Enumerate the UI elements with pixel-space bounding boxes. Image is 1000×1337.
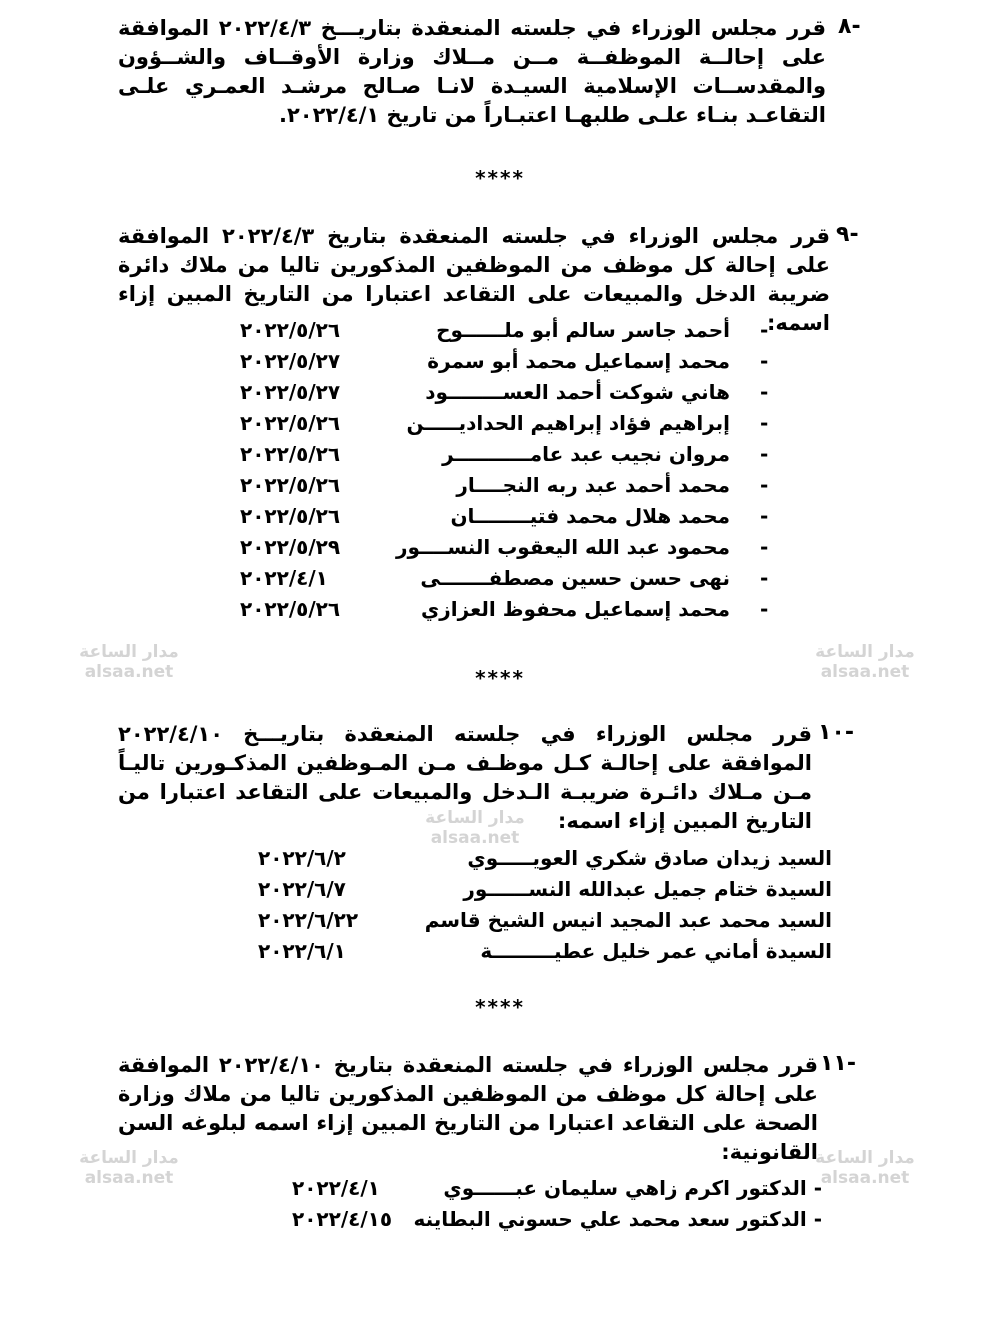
list-item-date: ٢٠٢٢/٥/٢٧: [240, 380, 341, 404]
list-item-dash: -: [760, 504, 769, 528]
list-item-dash: -: [760, 597, 769, 621]
list-item-dash: -: [760, 473, 769, 497]
list-item-dash: -: [760, 349, 769, 373]
list-item-dash: -: [760, 380, 769, 404]
watermark-left-2: مدار الساعة alsaa.net: [79, 1148, 179, 1188]
list-item-name: نهى حسن حسين مصطفـــــــى: [420, 566, 730, 590]
section-10-number: ١٠-: [818, 720, 854, 745]
watermark-center: مدار الساعة alsaa.net: [425, 808, 525, 848]
list-item-date: ٢٠٢٢/٥/٢٦: [240, 473, 341, 497]
list-item-name: محمود عبد الله اليعقوب النســــور: [395, 535, 730, 559]
list-item-name: مروان نجيب عبد عامـــــــــــر: [442, 442, 730, 466]
list-item-name: محمد إسماعيل محمد أبو سمرة: [427, 349, 730, 373]
separator-3: ****: [475, 995, 525, 1019]
list-item-date: ٢٠٢٢/٦/٧: [258, 877, 346, 901]
list-item-dash: -: [760, 318, 769, 342]
watermark-left-1: مدار الساعة alsaa.net: [79, 642, 179, 682]
section-11-number: ١١-: [820, 1051, 856, 1076]
watermark-right-1: مدار الساعة alsaa.net: [815, 642, 915, 682]
list-item-name: السيدة ختام جميل عبدالله النســــــور: [463, 877, 832, 901]
section-9-number: ٩-: [836, 222, 859, 247]
list-item-name: - الدكتور سعد محمد علي حسوني البطاينه: [413, 1207, 822, 1231]
list-item-date: ٢٠٢٢/٥/٢٦: [240, 504, 341, 528]
list-item-name: محمد إسماعيل محفوظ العزازي: [420, 597, 730, 621]
list-item-dash: -: [760, 442, 769, 466]
list-item-date: ٢٠٢٢/٤/١: [292, 1176, 380, 1200]
list-item-date: ٢٠٢٢/٦/٢: [258, 846, 346, 870]
list-item-name: أحمد جاسر سالم أبو ملــــــوح: [436, 318, 730, 342]
list-item-name: السيد محمد عبد المجيد انيس الشيخ قاسم: [424, 908, 832, 932]
section-8-text: قرر مجلس الوزراء في جلسته المنعقدة بتاريـــخ ٢٠٢٢/٤/٣ الموافقة على إحالــة الموظفــة مــن مــلاك وزارة الأوقــاف والشــؤون والمقدســات الإسلامية السيـدة لانـا صـالح مرشـد العمـري علـى التقاعـد بنـاء علـى طلبهـا اعتبـاراً من تاريخ ٢٠٢٢/٤/١.: [118, 16, 826, 127]
list-item-name: السيدة أماني عمر خليل عطيـــــــــة: [480, 939, 832, 963]
section-8-number: ٨-: [838, 14, 861, 39]
section-11-text: قرر مجلس الوزراء في جلسته المنعقدة بتاريخ ٢٠٢٢/٤/١٠ الموافقة على إحالة كل موظف من الموظفين المذكورين تاليا من ملاك وزارة الصحة على التقاعد اعتبارا من التاريخ المبين إزاء اسمه لبلوغه السن القانونية:: [118, 1053, 818, 1164]
list-item-date: ٢٠٢٢/٥/٢٦: [240, 442, 341, 466]
list-item-date: ٢٠٢٢/٥/٢٦: [240, 597, 341, 621]
section-9-text: قرر مجلس الوزراء في جلسته المنعقدة بتاريخ ٢٠٢٢/٤/٣ الموافقة على إحالة كل موظف من الموظفين المذكورين تاليا من ملاك دائرة ضريبة الدخل والمبيعات على التقاعد اعتبارا من التاريخ المبين إزاء اسمه:: [118, 224, 831, 335]
list-item-date: ٢٠٢٢/٥/٢٧: [240, 349, 341, 373]
list-item-date: ٢٠٢٢/٤/١٥: [292, 1207, 393, 1231]
list-item-name: - الدكتور اكرم زاهي سليمان عبــــــوي: [443, 1176, 822, 1200]
list-item-name: هاني شوكت أحمد العســــــــود: [425, 380, 730, 404]
separator-2: ****: [475, 666, 525, 690]
list-item-dash: -: [760, 411, 769, 435]
watermark-right-2: مدار الساعة alsaa.net: [815, 1148, 915, 1188]
section-10-text: قرر مجلس الوزراء في جلسته المنعقدة بتاريـــخ ٢٠٢٢/٤/١٠ الموافقة على إحالـة كـل موظـف مـن المـوظفين المذكـورين تاليـاً مـن مـلاك دائـرة ضريبـة الـدخل والمبيعات على التقاعد اعتبارا من التاريخ المبين إزاء اسمه:: [118, 722, 812, 833]
list-item-date: ٢٠٢٢/٦/١: [258, 939, 346, 963]
list-item-name: محمد أحمد عبد ربه النجــــار: [456, 473, 730, 497]
list-item-name: السيد زيدان صادق شكري العويـــــوي: [467, 846, 832, 870]
list-item-date: ٢٠٢٢/٤/١: [240, 566, 328, 590]
list-item-date: ٢٠٢٢/٥/٢٩: [240, 535, 341, 559]
list-item-name: محمد هلال محمد فتيــــــــان: [450, 504, 730, 528]
separator-1: ****: [475, 166, 525, 190]
list-item-date: ٢٠٢٢/٥/٢٦: [240, 318, 341, 342]
list-item-dash: -: [760, 566, 769, 590]
list-item-date: ٢٠٢٢/٦/٢٢: [258, 908, 359, 932]
list-item-date: ٢٠٢٢/٥/٢٦: [240, 411, 341, 435]
list-item-name: إبراهيم فؤاد إبراهيم الحدادیـــــن: [406, 411, 730, 435]
list-item-dash: -: [760, 535, 769, 559]
